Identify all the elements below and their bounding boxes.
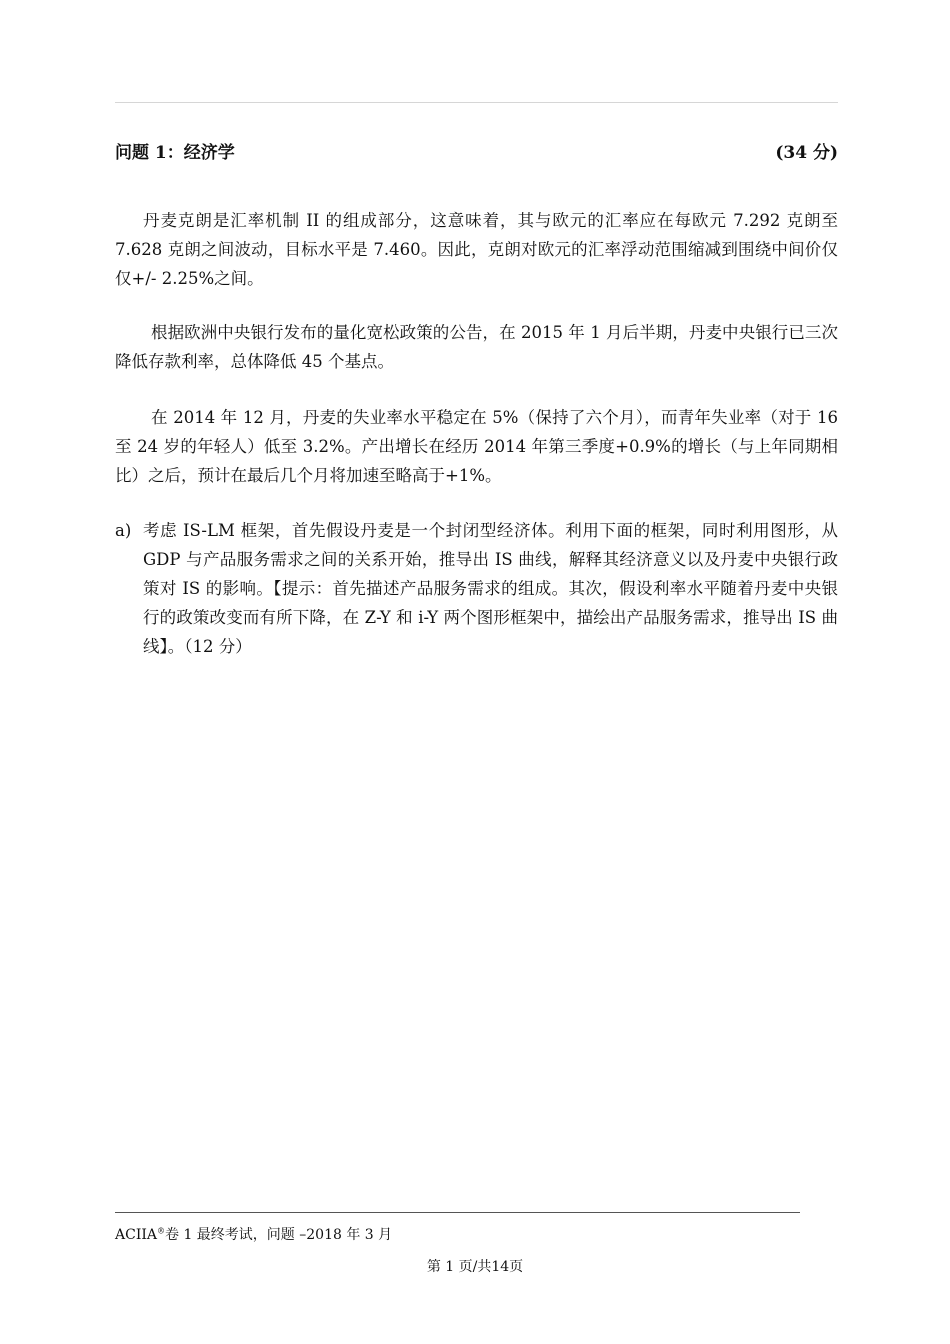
question-a xyxy=(115,516,838,661)
footer-exam-text: 卷 1 最终考试，问题 –2018 年 3 月 xyxy=(165,1227,393,1243)
header-rule xyxy=(115,102,838,103)
footer-org: ACIIA xyxy=(115,1227,157,1243)
question-a-text: 考虑 IS-LM 框架，首先假设丹麦是一个封闭型经济体。利用下面的框架，同时利用图形，从 GDP 与产品服务需求之间的关系开始，推导出 IS 曲线，解释其经济意义以及丹麦中央银行政策对 IS 的影响。【提示：首先描述产品服务需求的组成。其次，假设利率水平随着丹麦中央银行的政策改变而有所下降，在 Z-Y 和 i-Y 两个图形框架中，描绘出产品服务需求，推导出 IS 曲线】。（12 分） xyxy=(143,521,838,656)
paragraph-unemployment: 在 2014 年 12 月，丹麦的失业率水平稳定在 5%（保持了六个月），而青年失业率（对于 16 至 24 岁的年轻人）低至 3.2%。产出增长在经历 2014 年第三季度+0.9%的增长（与上年同期相比）之后，预计在最后几个月将加速至略高于+1%。 xyxy=(115,408,838,485)
page-number: 第 1 页/共14页 xyxy=(426,1259,524,1275)
question-a-marker: a) xyxy=(115,521,132,540)
question-title: 问题 1：经济学 xyxy=(115,143,235,163)
question-points: (34 分) xyxy=(775,143,838,163)
registered-mark: ® xyxy=(157,1226,165,1236)
question-heading xyxy=(115,141,838,165)
paragraph-exchange-rate: 丹麦克朗是汇率机制 II 的组成部分，这意味着，其与欧元的汇率应在每欧元 7.292 克朗至 7.628 克朗之间波动，目标水平是 7.460。因此，克朗对欧元的汇率浮动范围缩减到围绕中间价仅仅+/- 2.25%之间。 xyxy=(115,211,838,288)
footer-rule xyxy=(115,1212,800,1213)
footer-exam-info xyxy=(115,1225,392,1245)
paragraph-deposit-rate: 根据欧洲中央银行发布的量化宽松政策的公告，在 2015 年 1 月后半期，丹麦中央银行已三次降低存款利率，总体降低 45 个基点。 xyxy=(115,323,838,371)
